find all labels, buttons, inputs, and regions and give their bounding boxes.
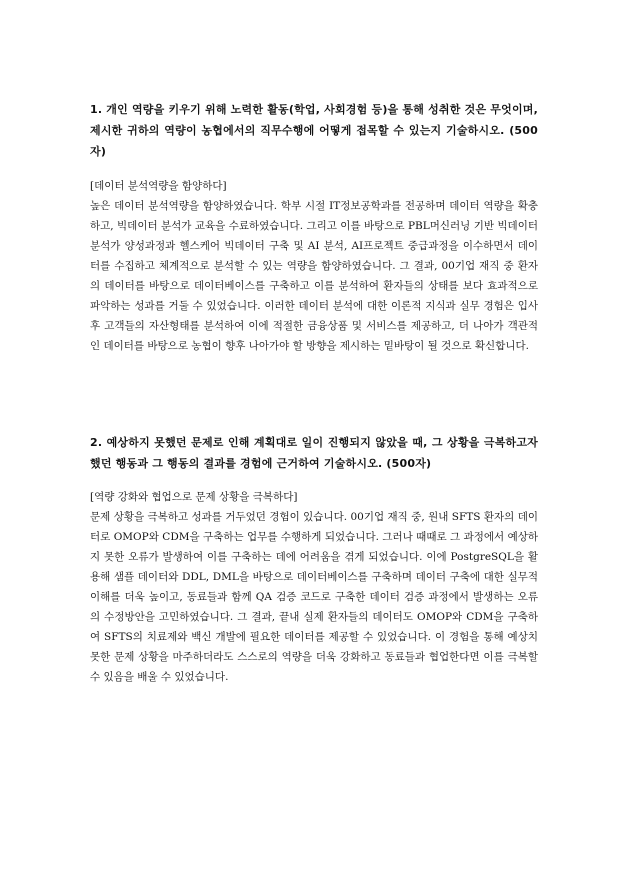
- answer-1-body: 높은 데이터 분석역량을 함양하였습니다. 학부 시절 IT정보공학과를 전공하며 데이터 역량을 확충하고, 빅데이터 분석가 교육을 수료하였습니다. 그리고 이를 바탕으로 PBL머신러닝 기반 빅데이터 분석가 양성과정과 헬스케어 빅데이터 구축 및 AI 분석, AI프로젝트 중급과정을 이수하면서 데이터를 수집하고 체계적으로 분석할 수 있는 역량을 함양하였습니다. 그 결과, 00기업 재직 중 환자의 데이터를 바탕으로 데이터베이스를 구축하고 이를 분석하여 환자들의 상태를 보다 효과적으로 파악하는 성과를 거둘 수 있었습니다. 이러한 데이터 분석에 대한 이론적 지식과 실무 경험은 입사 후 고객들의 자산형태를 분석하여 이에 적절한 금융상품 및 서비스를 제공하고, 더 나아가 객관적인 데이터를 바탕으로 농협이 향후 나아가야 할 방향을 제시하는 밑바탕이 될 것으로 확신합니다.: [90, 200, 538, 352]
- answer-2-body: 문제 상황을 극복하고 성과를 거두었던 경험이 있습니다. 00기업 재직 중, 원내 SFTS 환자의 데이터로 OMOP와 CDM을 구축하는 업무를 수행하게 되었습니다. 그러나 때때로 그 과정에서 예상하지 못한 오류가 발생하여 이를 구축하는 데에 어려움을 겪게 되었습니다. 이에 PostgreSQL을 활용해 샘플 데이터와 DDL, DML을 바탕으로 데이터베이스를 구축하며 데이터 구축에 대한 실무적 이해를 더욱 높이고, 동료들과 함께 QA 검증 코드로 구축한 데이터 검증 과정에서 발생하는 오류의 수정방안을 고민하였습니다. 그 결과, 끝내 실제 환자들의 데이터도 OMOP와 CDM을 구축하여 SFTS의 치료제와 백신 개발에 필요한 데이터를 제공할 수 있었습니다. 이 경험을 통해 예상치 못한 문제 상황을 마주하더라도 스스로의 역량을 더욱 강화하고 동료들과 협업한다면 이를 극복할 수 있음을 배울 수 있었습니다.: [90, 511, 538, 683]
- answer-2: [90, 487, 538, 687]
- answer-1-heading: [데이터 분석역량을 함양하다]: [90, 180, 227, 192]
- answer-1: [90, 176, 538, 356]
- question-2: 2. 예상하지 못했던 문제로 인해 계획대로 일이 진행되지 않았을 때, 그 상황을 극복하고자 했던 행동과 그 행동의 결과를 경험에 근거하여 기술하시오. (500자): [90, 436, 538, 470]
- answer-2-heading: [역량 강화와 협업으로 문제 상황을 극복하다]: [90, 491, 298, 503]
- question-1: 1. 개인 역량을 키우기 위해 노력한 활동(학업, 사회경험 등)을 통해 성취한 것은 무엇이며, 제시한 귀하의 역량이 농협에서의 직무수행에 어떻게 접목할 수 있는지 기술하시오. (500자): [90, 103, 538, 158]
